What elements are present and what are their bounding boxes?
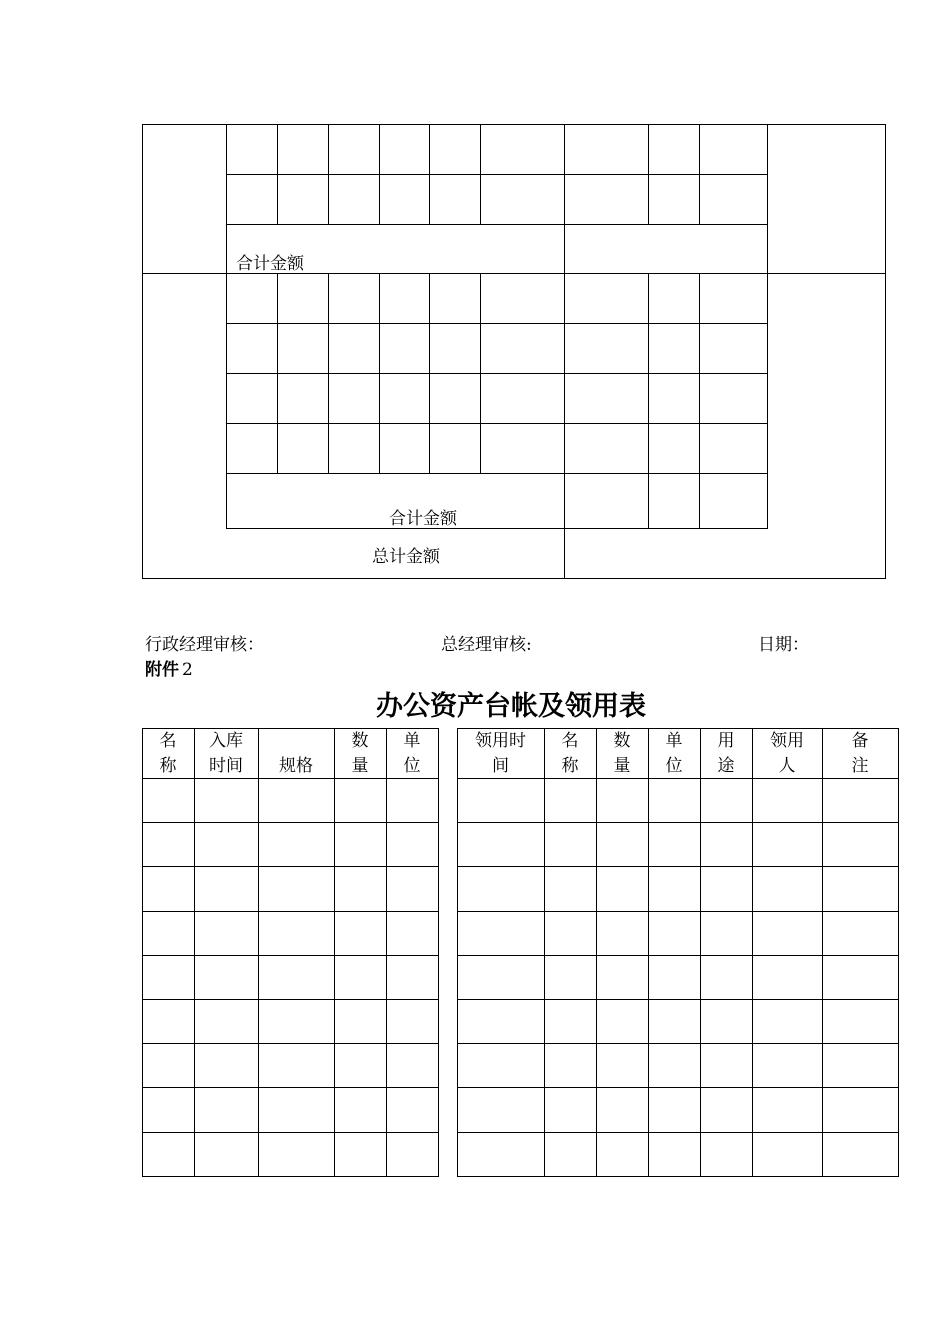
column-header	[334, 729, 386, 779]
column-header-line1: 领用	[770, 731, 804, 751]
column-header-line1	[258, 729, 334, 754]
column-header	[258, 729, 334, 779]
column-header-line2: 位	[403, 756, 421, 776]
column-header-line2: 量	[351, 756, 369, 776]
general-manager-approval: 总经理审核:	[441, 635, 532, 655]
column-header	[822, 729, 898, 779]
column-header	[596, 729, 648, 779]
subtotal-label-1: 合计金额	[236, 254, 304, 274]
column-header-line1: 单	[665, 731, 683, 751]
column-header-line2: 人	[778, 756, 796, 776]
column-header-line2: 规格	[279, 756, 313, 776]
column-header	[386, 729, 438, 779]
column-header-line1: 用	[717, 731, 735, 751]
column-header-line1: 入库	[209, 731, 243, 751]
column-header-line1: 名	[159, 731, 177, 751]
column-header	[752, 729, 822, 779]
column-header-line1: 单	[403, 731, 421, 751]
column-header-line1: 备	[851, 731, 869, 751]
grand-total-label: 总计金额	[372, 547, 440, 567]
column-header-line1: 数	[613, 731, 631, 751]
attachment-word: 附件	[145, 660, 179, 680]
column-header-line2: 时间	[209, 756, 243, 776]
column-header-line1: 数	[351, 731, 369, 751]
column-header-line2: 称	[159, 756, 177, 776]
column-header-line2: 位	[665, 756, 683, 776]
column-header-line2: 称	[561, 756, 579, 776]
column-header	[648, 729, 700, 779]
date-label: 日期：	[758, 635, 809, 655]
column-header-line1: 名	[561, 731, 579, 751]
column-header	[194, 729, 258, 779]
column-header	[142, 729, 194, 779]
column-header-line2: 途	[717, 756, 735, 776]
column-header-line2: 注	[851, 756, 869, 776]
column-header	[457, 729, 544, 779]
attachment-number: 2	[182, 660, 193, 680]
column-header-line2: 量	[613, 756, 631, 776]
column-header-line2: 间	[492, 756, 509, 776]
subtotal-label-2: 合计金额	[389, 509, 457, 529]
attachment-label	[145, 655, 193, 680]
column-header	[544, 729, 596, 779]
admin-manager-approval: 行政经理审核：	[145, 635, 264, 655]
column-header-line1: 领用时	[475, 731, 526, 751]
column-header	[700, 729, 752, 779]
ledger-title: 办公资产台帐及领用表	[376, 691, 646, 722]
